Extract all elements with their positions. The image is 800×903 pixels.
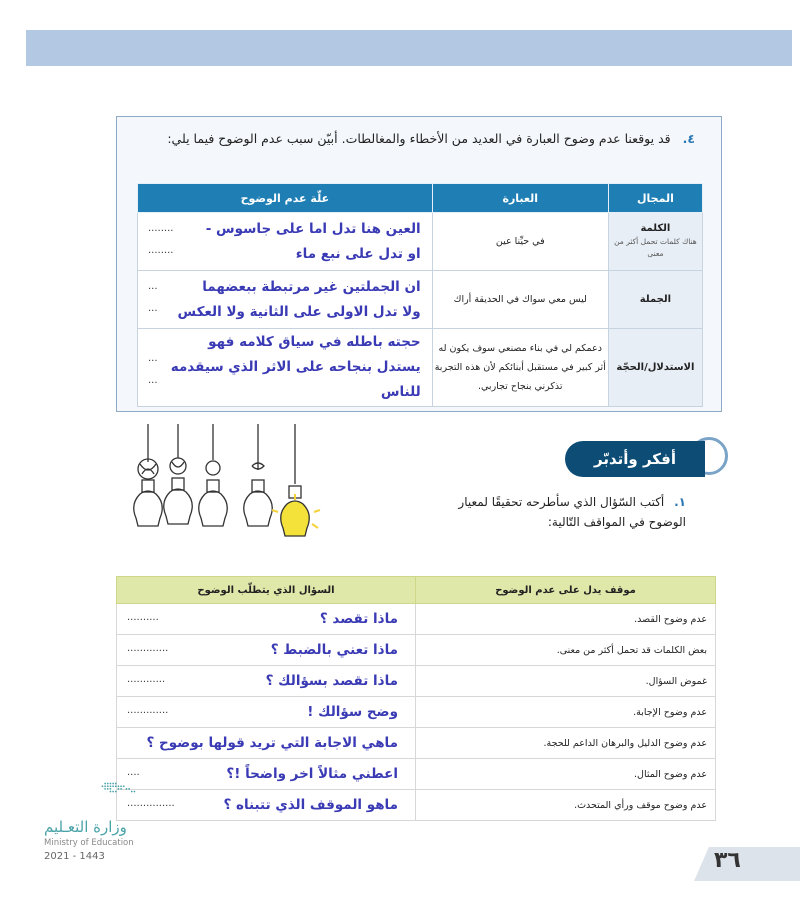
dots: ...: [148, 303, 158, 314]
question-text: أكتب السّؤال الذي سأطرحه تحقيقًا لمعيار الوضوح في المواقف التّالية:: [458, 495, 686, 529]
answer-line: حجته باطله في سياق كلامه فهو: [208, 334, 421, 350]
situation-cell: عدم وضوح القصد.: [416, 604, 716, 635]
field-cell: الجملة: [608, 271, 702, 329]
exercise-box: [116, 116, 722, 412]
field-cell: الكلمة هناك كلمات تحمل أكثر من معنى: [608, 213, 702, 271]
clarity-questions-table: [116, 576, 716, 821]
think-banner: أفكر وأتدبّر: [565, 441, 705, 477]
header-reason: علّة عدم الوضوح: [138, 184, 433, 213]
answer-text: اعطني مثالاً اخر واضحاً !؟: [226, 766, 398, 782]
answer-text: ماهي الاجابة التي تريد قولها بوضوح ؟: [146, 735, 398, 751]
dots: .............: [127, 643, 169, 654]
question-number: ٤.: [682, 131, 695, 146]
phrase-cell: ليس معي سواك في الحديقة أراك: [432, 271, 608, 329]
answer-line: للناس: [380, 384, 421, 400]
answer-text: وضح سؤالك !: [307, 704, 398, 720]
situation-cell: عدم وضوح المثال.: [416, 759, 716, 790]
ministry-name-en: Ministry of Education: [44, 838, 134, 848]
answer-cell[interactable]: [117, 666, 416, 697]
dots: ........: [148, 245, 174, 256]
answer-cell[interactable]: [138, 271, 433, 329]
header-question: السؤال الذي يتطلّب الوضوح: [117, 577, 416, 604]
answer-cell[interactable]: [117, 635, 416, 666]
answer-cell[interactable]: [138, 213, 433, 271]
header-field: المجال: [608, 184, 702, 213]
answer-line: او تدل على نبع ماء: [295, 245, 421, 262]
question-1: [436, 492, 686, 532]
dots: ...: [148, 353, 158, 364]
top-band: [26, 30, 792, 66]
ministry-logo: [44, 780, 184, 820]
question-4: [167, 131, 695, 146]
header-phrase: العبارة: [432, 184, 608, 213]
answer-cell[interactable]: [138, 329, 433, 407]
year-label: 2021 - 1443: [44, 851, 105, 862]
answer-line: العين هنا تدل اما على جاسوس -: [205, 220, 421, 237]
dots: .............: [127, 705, 169, 716]
answer-line: ولا تدل الاولى على الثانية ولا العكس: [177, 303, 421, 320]
dots: ...............: [127, 798, 175, 809]
situation-cell: بعض الكلمات قد تحمل أكثر من معنى.: [416, 635, 716, 666]
question-text: قد يوقعنا عدم وضوح العبارة في العديد من الأخطاء والمغالطات. أبيّن سبب عدم الوضوح فيما يلي:: [167, 131, 671, 146]
answer-cell[interactable]: [117, 604, 416, 635]
answer-line: يستدل بنجاحه على الاثر الذي سيقدمه: [170, 359, 421, 375]
field-note: هناك كلمات تحمل أكثر من معنى: [614, 237, 697, 258]
answer-text: ماذا تقصد بسؤالك ؟: [265, 673, 398, 689]
answer-text: ماذا تعني بالضبط ؟: [270, 642, 398, 658]
phrase-cell: دعمكم لي في بناء مصنعي سوف يكون له أثر كبير في مستقبل أبنائكم لأن هذه التجربة تذكرني بنجاح تجاربي.: [432, 329, 608, 407]
answer-cell[interactable]: [117, 728, 416, 759]
situation-cell: عدم وضوح الإجابة.: [416, 697, 716, 728]
answer-text: ماذا تقصد ؟: [319, 611, 398, 627]
dots: ...: [148, 281, 158, 292]
dots: ........: [148, 223, 174, 234]
dots: ............: [127, 674, 166, 685]
dots: ....: [127, 767, 140, 778]
ministry-name-ar: وزارة التعـليم: [44, 818, 127, 836]
answer-text: ماهو الموقف الذي تتبناه ؟: [223, 797, 398, 813]
situation-cell: غموض السؤال.: [416, 666, 716, 697]
question-number: ١.: [674, 495, 686, 509]
page-number: ٣٦: [714, 848, 741, 873]
field-cell: الاستدلال/الحجّة: [608, 329, 702, 407]
situation-cell: عدم وضوح موقف ورأي المتحدث.: [416, 790, 716, 821]
situation-cell: عدم وضوح الدليل والبرهان الداعم للحجة.: [416, 728, 716, 759]
header-situation: موقف يدل على عدم الوضوح: [416, 577, 716, 604]
clarity-table: [137, 183, 703, 407]
phrase-cell: في حيِّنا عين: [432, 213, 608, 271]
light-bulbs-illustration: [118, 424, 338, 564]
dots: ..........: [127, 612, 159, 623]
dots: ...: [148, 375, 158, 386]
page-number-box: [694, 847, 800, 881]
answer-cell[interactable]: [117, 697, 416, 728]
answer-line: ان الجملتين غير مرتبطة ببعضهما: [202, 278, 421, 295]
